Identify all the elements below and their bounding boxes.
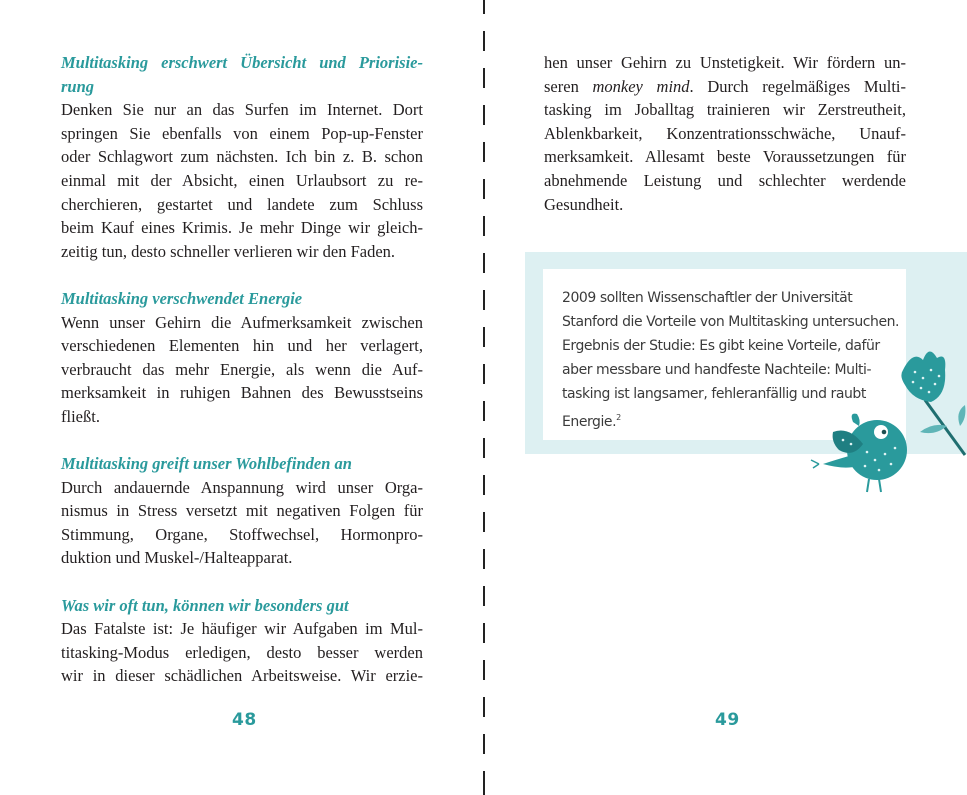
heading-line: Multitasking verschwendet Energie <box>61 288 303 308</box>
section-body <box>61 98 423 263</box>
body-line: nismus in Stress versetzt mit negativen Folgen für <box>61 501 423 521</box>
body-line: Durch andauernde Anspannung wird unser Orga- <box>61 477 423 497</box>
body-line: merksamkeit. Allesamt beste Voraussetzungen für <box>544 147 906 167</box>
body-line: hen unser Gehirn zu Unstetigkeit. Wir fördern un- <box>544 53 906 72</box>
heading-line: Multitasking erschwert Übersicht und Priorisie- <box>61 53 423 72</box>
bird-and-flower-icon <box>805 340 967 500</box>
body-line: einmal mit der Absicht, einen Urlaubsort zu re- <box>61 170 423 190</box>
section-energie <box>61 287 423 429</box>
body-line: Wenn unser Gehirn die Aufmerksamkeit zwischen <box>61 312 423 332</box>
heading-line: Multitasking greift unser Wohlbefinden an <box>61 454 352 474</box>
body-line: tasking im Joballtag trainieren wir Zerstreutheit, <box>544 100 906 120</box>
body-line <box>544 75 906 99</box>
body-line: zeitig tun, desto schneller verlieren wir den Faden. <box>61 241 396 261</box>
info-line: 2009 sollten Wissenschaftler der Universität <box>562 290 853 306</box>
body-line: Stimmung, Organe, Stoffwechsel, Hormonpro- <box>61 524 423 544</box>
body-line: abnehmende Leistung und schlechter werdende <box>544 170 906 190</box>
section-body <box>61 476 423 570</box>
text-run: . Durch regelmäßiges Multi- <box>689 76 906 96</box>
body-line: verbraucht das mehr Energie, als wenn die Auf- <box>61 359 423 379</box>
body-line: Ablenkbarkeit, Konzentrationsschwäche, Unauf- <box>544 123 906 143</box>
section-priorisierung <box>61 51 423 263</box>
body-line: Gesundheit. <box>544 194 624 214</box>
page-number-left: 48 <box>232 710 257 730</box>
emphasis-monkey-mind: monkey mind <box>592 76 690 96</box>
body-line: oder Schlagwort zum nächsten. Ich bin z. B. schon <box>61 147 423 167</box>
section-wohlbefinden <box>61 452 423 570</box>
page-number-right: 49 <box>715 710 740 730</box>
section-heading <box>61 452 423 476</box>
body-line: Denken Sie nur an das Surfen im Internet. Dort <box>61 100 423 120</box>
section-heading <box>61 287 423 311</box>
body-line: duktion und Muskel-/Halteapparat. <box>61 548 293 568</box>
body-line: titasking-Modus erledigen, desto besser werden <box>61 642 423 662</box>
section-besonders-gut <box>61 594 423 688</box>
footnote-marker: 2 <box>616 413 621 422</box>
info-last-line: Energie. <box>562 414 617 430</box>
section-heading <box>61 51 423 98</box>
body-line: cherchieren, gestartet und landete zum Schluss <box>61 194 423 214</box>
text-run: seren <box>544 76 593 96</box>
heading-line: rung <box>61 76 95 96</box>
body-line: fließt. <box>61 406 100 426</box>
body-line: Das Fatalste ist: Je häufiger wir Aufgaben im Mul- <box>61 619 423 639</box>
continued-paragraph <box>544 51 906 216</box>
section-body <box>61 311 423 429</box>
right-column <box>544 51 906 216</box>
body-line: beim Kauf eines Krimis. Je mehr Dinge wir gleich- <box>61 218 423 238</box>
info-line: aber messbare und handfeste Nachteile: Multi- <box>562 362 872 378</box>
body-line: verschiedenen Elementen hin und her verlagert, <box>61 336 423 356</box>
body-line: springen Sie ebenfalls von einem Pop-up-Fenster <box>61 123 423 143</box>
section-body <box>61 617 423 688</box>
info-line: Ergebnis der Studie: Es gibt keine Vorteile, dafür <box>562 338 880 354</box>
heading-line: Was wir oft tun, können wir besonders gut <box>61 595 349 615</box>
info-line: Stanford die Vorteile von Multitasking untersuchen. <box>562 314 900 330</box>
section-heading <box>61 594 423 618</box>
left-column <box>61 51 423 712</box>
body-line: merksamkeit in ruhigen Bahnen des Bewusstseins <box>61 383 423 403</box>
body-line: wir in dieser schädlichen Arbeitsweise. Wir erzie- <box>61 666 423 686</box>
info-line: tasking ist langsamer, fehleranfällig und raubt <box>562 386 866 402</box>
